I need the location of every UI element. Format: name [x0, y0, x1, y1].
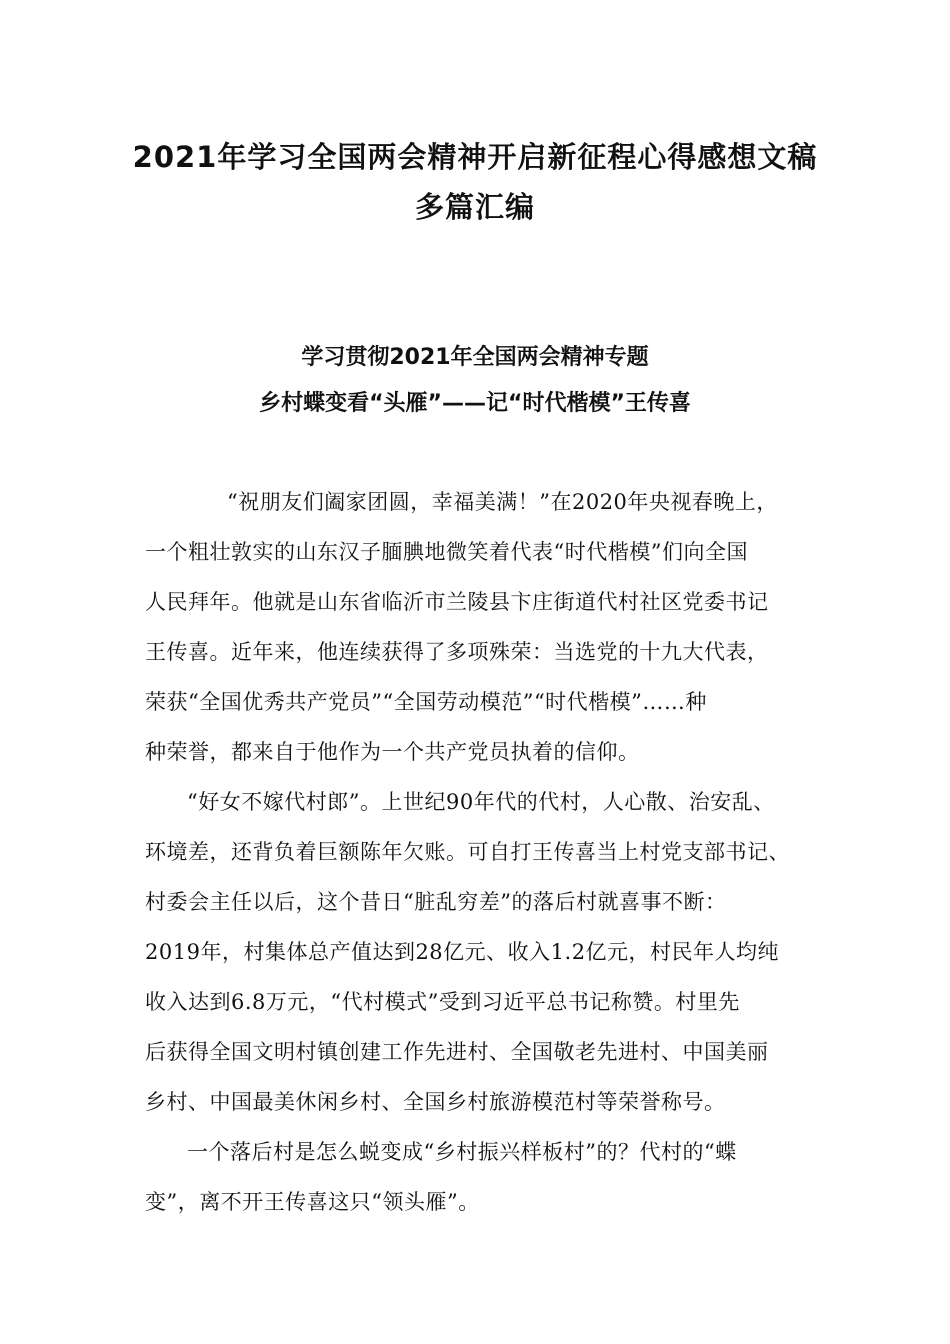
body-line: 荣获“全国优秀共产党员”“全国劳动模范”“时代楷模”……种	[145, 690, 707, 714]
body-line: 环境差，还背负着巨额陈年欠账。可自打王传喜当上村党支部书记、	[145, 840, 790, 864]
body-line: 收入达到6.8万元，“代村模式”受到习近平总书记称赞。村里先	[145, 990, 740, 1014]
body-line: 变”，离不开王传喜这只“领头雁”。	[145, 1190, 480, 1214]
document-title-line-2: 多篇汇编	[414, 190, 535, 224]
body-line: 种荣誉，都来自于他作为一个共产党员执着的信仰。	[145, 740, 640, 764]
body-line: 乡村、中国最美休闲乡村、全国乡村旅游模范村等荣誉称号。	[145, 1090, 726, 1114]
section-heading: 学习贯彻2021年全国两会精神专题	[301, 345, 649, 370]
body-line: “好女不嫁代村郎”。上世纪90年代的代村，人心散、治安乱、	[187, 790, 775, 814]
article-title: 乡村蝶变看“头雁”——记“时代楷模”王传喜	[259, 391, 691, 416]
body-line: 人民拜年。他就是山东省临沂市兰陵县卞庄街道代村社区党委书记	[145, 590, 769, 614]
body-line: 2019年，村集体总产值达到28亿元、收入1.2亿元，村民年人均纯	[145, 940, 780, 964]
body-line: 村委会主任以后，这个昔日“脏乱穷差”的落后村就喜事不断：	[145, 890, 727, 914]
body-line: 王传喜。近年来，他连续获得了多项殊荣：当选党的十九大代表，	[145, 640, 769, 664]
body-line: 一个落后村是怎么蜕变成“乡村振兴样板村”的？代村的“蝶	[187, 1140, 737, 1164]
body-line: 后获得全国文明村镇创建工作先进村、全国敬老先进村、中国美丽	[145, 1040, 769, 1064]
document-title-line-1: 2021年学习全国两会精神开启新征程心得感想文稿	[132, 140, 818, 174]
body-line: 一个粗壮敦实的山东汉子腼腆地微笑着代表“时代楷模”们向全国	[145, 540, 748, 564]
body-line: “祝朋友们阖家团圆，幸福美满！”在2020年央视春晚上，	[227, 490, 778, 514]
